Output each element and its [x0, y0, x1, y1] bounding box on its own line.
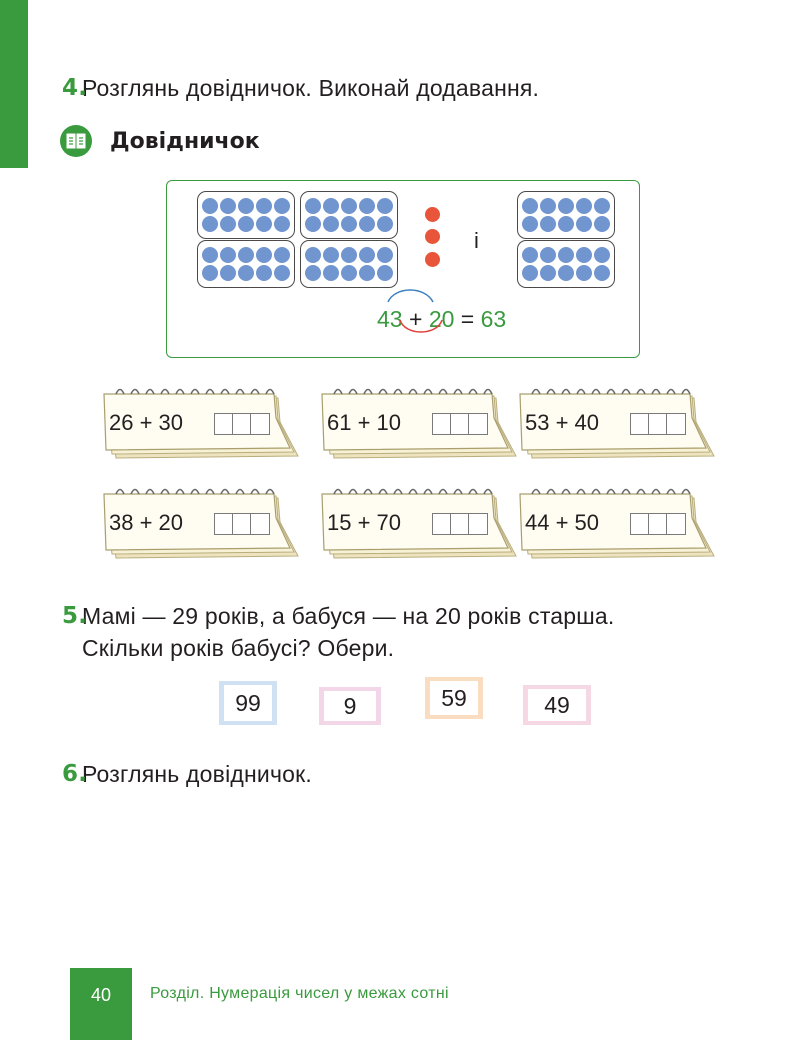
equation-result: 63: [480, 306, 507, 332]
ten-frame: [517, 240, 615, 288]
unit-dot: [425, 252, 440, 267]
reference-label: Довідничок: [110, 128, 260, 154]
side-color-tab: [0, 0, 28, 168]
answer-boxes[interactable]: [630, 513, 690, 535]
answer-boxes[interactable]: [630, 413, 690, 435]
equation-equals: =: [460, 306, 475, 332]
task-5: [62, 600, 615, 664]
task-6: [62, 758, 312, 790]
answer-choice-label: 99: [235, 689, 261, 716]
card-expression: 53 + 40: [525, 410, 600, 435]
task-4-number: 4.: [62, 75, 88, 101]
answer-boxes[interactable]: [214, 513, 274, 535]
task-5-line-1: Мамі — 29 років, а бабуся — на 20 років старша.: [82, 603, 615, 629]
calendar-card: [518, 482, 718, 562]
ten-frame: [517, 191, 615, 239]
answer-boxes[interactable]: [214, 413, 274, 435]
answer-choice-label: 49: [544, 691, 570, 718]
card-expression: 38 + 20: [109, 510, 184, 535]
task-6-text: Розглянь довідничок.: [82, 761, 312, 787]
calendar-card: [102, 382, 302, 462]
answer-choice[interactable]: [318, 686, 382, 726]
task-4-text: Розглянь довідничок. Виконай додавання.: [82, 75, 540, 101]
equation-plus: +: [408, 306, 423, 332]
ten-frame: [197, 240, 295, 288]
answer-choice[interactable]: [218, 680, 278, 726]
conjunction-text: і: [474, 228, 479, 253]
ten-frame: [300, 240, 398, 288]
calendar-card: [320, 482, 520, 562]
card-expression: 26 + 30: [109, 410, 184, 435]
reference-heading: [60, 124, 260, 158]
page-number: 40: [90, 985, 112, 1005]
answer-choice[interactable]: [424, 676, 484, 720]
answer-choice[interactable]: [522, 684, 592, 726]
task-4: [62, 72, 540, 104]
task-5-number: 5.: [62, 603, 88, 629]
calendar-card: [320, 382, 520, 462]
book-icon: [60, 125, 92, 157]
task-5-line-2: Скільки років бабусі? Обери.: [82, 635, 395, 661]
card-expression: 61 + 10: [327, 410, 402, 435]
equation-a: 43: [377, 306, 403, 332]
card-expression: 15 + 70: [327, 510, 402, 535]
section-title: Розділ. Нумерація чисел у межах сотні: [150, 985, 449, 1002]
task-6-number: 6.: [62, 761, 88, 787]
equation-b: 20: [428, 306, 455, 332]
card-expression: 44 + 50: [525, 510, 600, 535]
unit-dot: [425, 207, 440, 222]
reference-equation: [377, 306, 506, 333]
ten-frame: [300, 191, 398, 239]
calendar-card: [518, 382, 718, 462]
ten-frame: [197, 191, 295, 239]
answer-boxes[interactable]: [432, 413, 492, 435]
answer-boxes[interactable]: [432, 513, 492, 535]
answer-choice-label: 59: [441, 684, 467, 711]
answer-choice-label: 9: [343, 692, 357, 719]
unit-dot: [425, 229, 440, 244]
calendar-card: [102, 482, 302, 562]
